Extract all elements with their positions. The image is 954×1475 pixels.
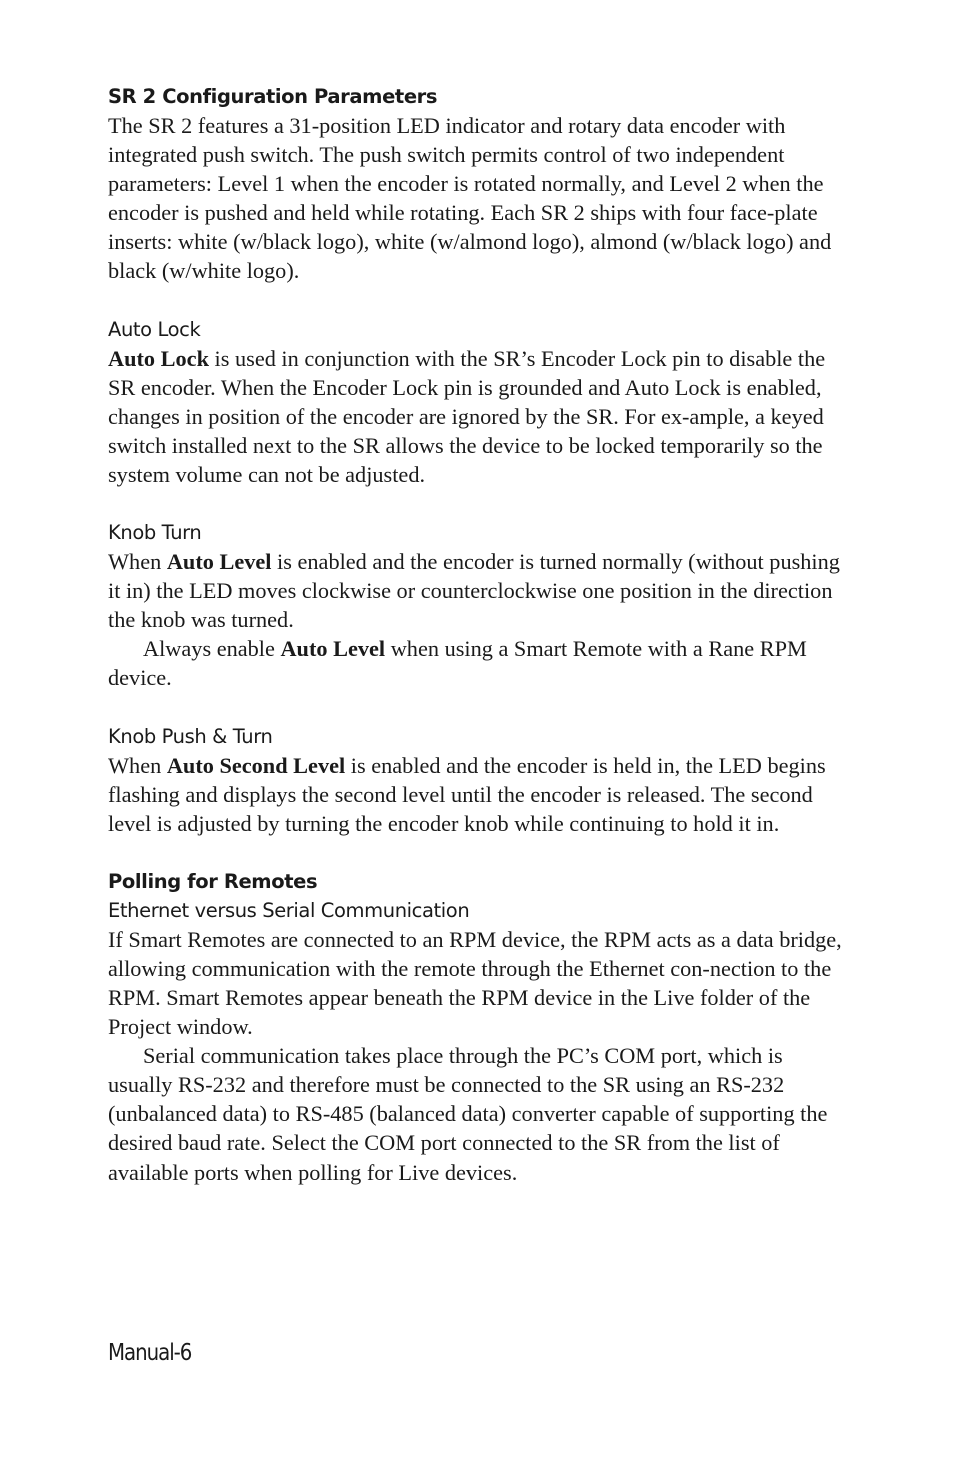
section-heading-auto-lock: Auto Lock bbox=[108, 317, 201, 341]
section-subheading-polling: Ethernet versus Serial Communication bbox=[108, 898, 470, 922]
section-body-knob-turn-2 bbox=[108, 634, 844, 692]
section-knob-push-turn bbox=[108, 722, 844, 838]
section-body-knob-turn-1 bbox=[108, 547, 844, 634]
section-gap bbox=[108, 838, 844, 867]
section-auto-lock bbox=[108, 315, 844, 489]
section-body-sr2: The SR 2 features a 31-position LED indicator and rotary data encoder with integrated push switch. The push switch permits control of two independent parameters: Level 1 when the encoder is rotated normally, and Level 2 when the encoder is pushed and held while rotating. Each SR 2 ships with four face-plate inserts: white (w/black logo), white (w/almond logo), almond (w/black logo) and black (w/white logo). bbox=[108, 113, 832, 284]
section-knob-turn bbox=[108, 518, 844, 692]
section-sr2 bbox=[108, 82, 844, 286]
section-heading-knob-turn: Knob Turn bbox=[108, 521, 202, 545]
section-heading-sr2: SR 2 Configuration Parameters bbox=[108, 85, 438, 108]
manual-page bbox=[108, 82, 844, 1187]
body-text: is used in conjunction with the SR’s Encoder Lock pin to disable the SR encoder. When the Encoder Lock pin is grounded and Auto Lock is enabled, changes in position of the encoder are ignored by the SR. For ex-ample, a keyed switch installed next to the SR allows the device to be locked temporarily so the system volume can not be adjusted. bbox=[108, 345, 826, 487]
page-number-label: Manual-6 bbox=[108, 1340, 192, 1366]
bold-term-auto-lock: Auto Lock bbox=[108, 345, 209, 371]
body-text: is enabled and the encoder is turned normally (without pushing it in) the LED moves clockwise or counterclockwise one position in the direction the knob was turned. bbox=[108, 549, 840, 633]
bold-term-auto-level: Auto Level bbox=[166, 549, 272, 575]
bold-term-auto-second-level: Auto Second Level bbox=[166, 752, 346, 778]
body-text: when using a Smart Remote with a Rane RPM device. bbox=[108, 636, 807, 691]
section-body-polling-1: If Smart Remotes are connected to an RPM device, the RPM acts as a data bridge, allowing communication with the remote through the Ethernet con-nection to the RPM. Smart Remotes appear beneath the RPM device in the Live folder of the Project window. bbox=[108, 926, 842, 1040]
body-text: is enabled and the encoder is held in, the LED begins flashing and displays the second level until the encoder is released. The second level is adjusted by turning the encoder knob while continuing to hold it in. bbox=[108, 752, 826, 836]
bold-term-auto-level: Auto Level bbox=[280, 636, 386, 662]
section-heading-knob-push-turn: Knob Push & Turn bbox=[108, 724, 273, 748]
section-gap bbox=[108, 693, 844, 722]
body-text: When bbox=[108, 549, 167, 575]
section-gap bbox=[108, 489, 844, 518]
body-text: When bbox=[108, 752, 167, 778]
section-gap bbox=[108, 286, 844, 315]
section-body-polling-2: Serial communication takes place through the PC’s COM port, which is usually RS-232 and therefore must be connected to the SR using an RS-232 (unbalanced data) to RS-485 (balanced data) converter capable of supporting the desired baud rate. Select the COM port connected to the SR from the list of available ports when polling for Live devices. bbox=[108, 1043, 828, 1185]
body-text: Always enable bbox=[143, 636, 281, 662]
section-body-auto-lock bbox=[108, 344, 844, 489]
section-polling bbox=[108, 867, 844, 1187]
section-body-knob-push-turn bbox=[108, 751, 844, 838]
section-heading-polling: Polling for Remotes bbox=[108, 869, 318, 893]
